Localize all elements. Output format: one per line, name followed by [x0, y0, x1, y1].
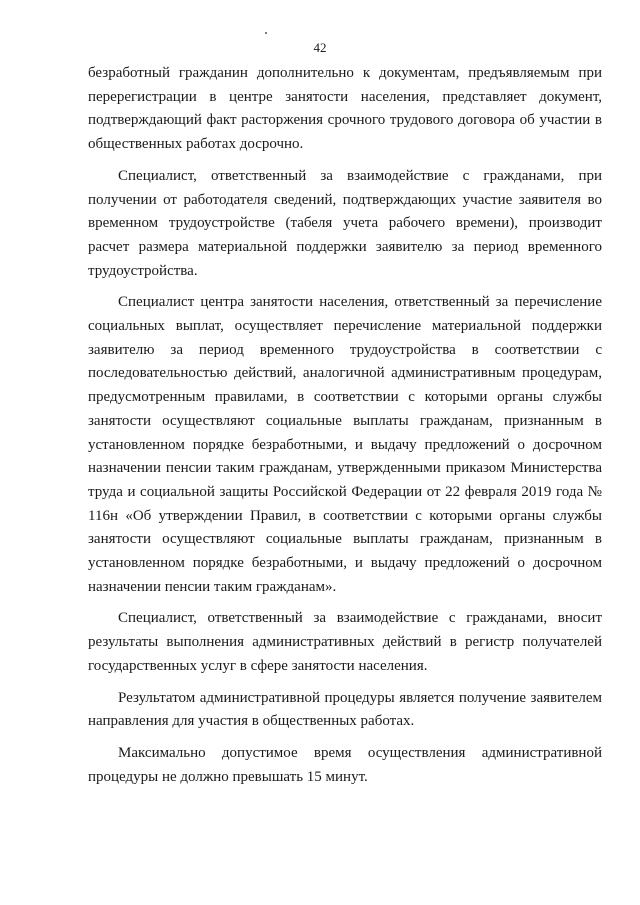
- page-number: 42: [313, 40, 327, 55]
- paragraph-procedure-result: Результатом административной процедуры является получение заявителем направления для участия в общественных работах.: [88, 689, 602, 730]
- scan-artifact-dot: [265, 32, 267, 34]
- paragraph-payment-transfer: Специалист центра занятости населения, ответственный за перечисление социальных выплат, осуществляет перечисление материальной поддержки заявителю за период временного трудоустройства в соответствии с последовательностью действий, аналогичной административным процедурам, предусмотренным правилами, в соответствии с которыми органы службы занятости осуществляют социальные выплаты гражданам, признанным в установленном порядке безработными, и выдачу предложений о досрочном назначении пенсии таким гражданам, утвержденными приказом Министерства труда и социальной защиты Российской Федерации от 22 февраля 2019 года № 116н «Об утверждении Правил, в соответствии с которыми органы службы занятости осуществляют социальные выплаты гражданам, признанным в установленном порядке безработными, и выдачу предложений о досрочном назначении пенсии таким гражданам».: [88, 294, 602, 595]
- paragraph-continuation: безработный гражданин дополнительно к документам, предъявляемым при перерегистрации в центре занятости населения, представляет документ, подтверждающий факт расторжения срочного трудового договора об участии в общественных работах досрочно.: [88, 65, 602, 153]
- document-body: [88, 62, 602, 797]
- paragraph-max-time: Максимально допустимое время осуществления административной процедуры не должно превышать 15 минут.: [88, 744, 602, 785]
- paragraph-specialist-calculation: Специалист, ответственный за взаимодействие с гражданами, при получении от работодателя сведений, подтверждающих участие заявителя во временном трудоустройстве (табеля учета рабочего времени), производит расчет размера материальной поддержки заявителю за период временного трудоустройства.: [88, 167, 602, 279]
- paragraph-registry-entry: Специалист, ответственный за взаимодействие с гражданами, вносит результаты выполнения административных действий в регистр получателей государственных услуг в сфере занятости населения.: [88, 610, 602, 674]
